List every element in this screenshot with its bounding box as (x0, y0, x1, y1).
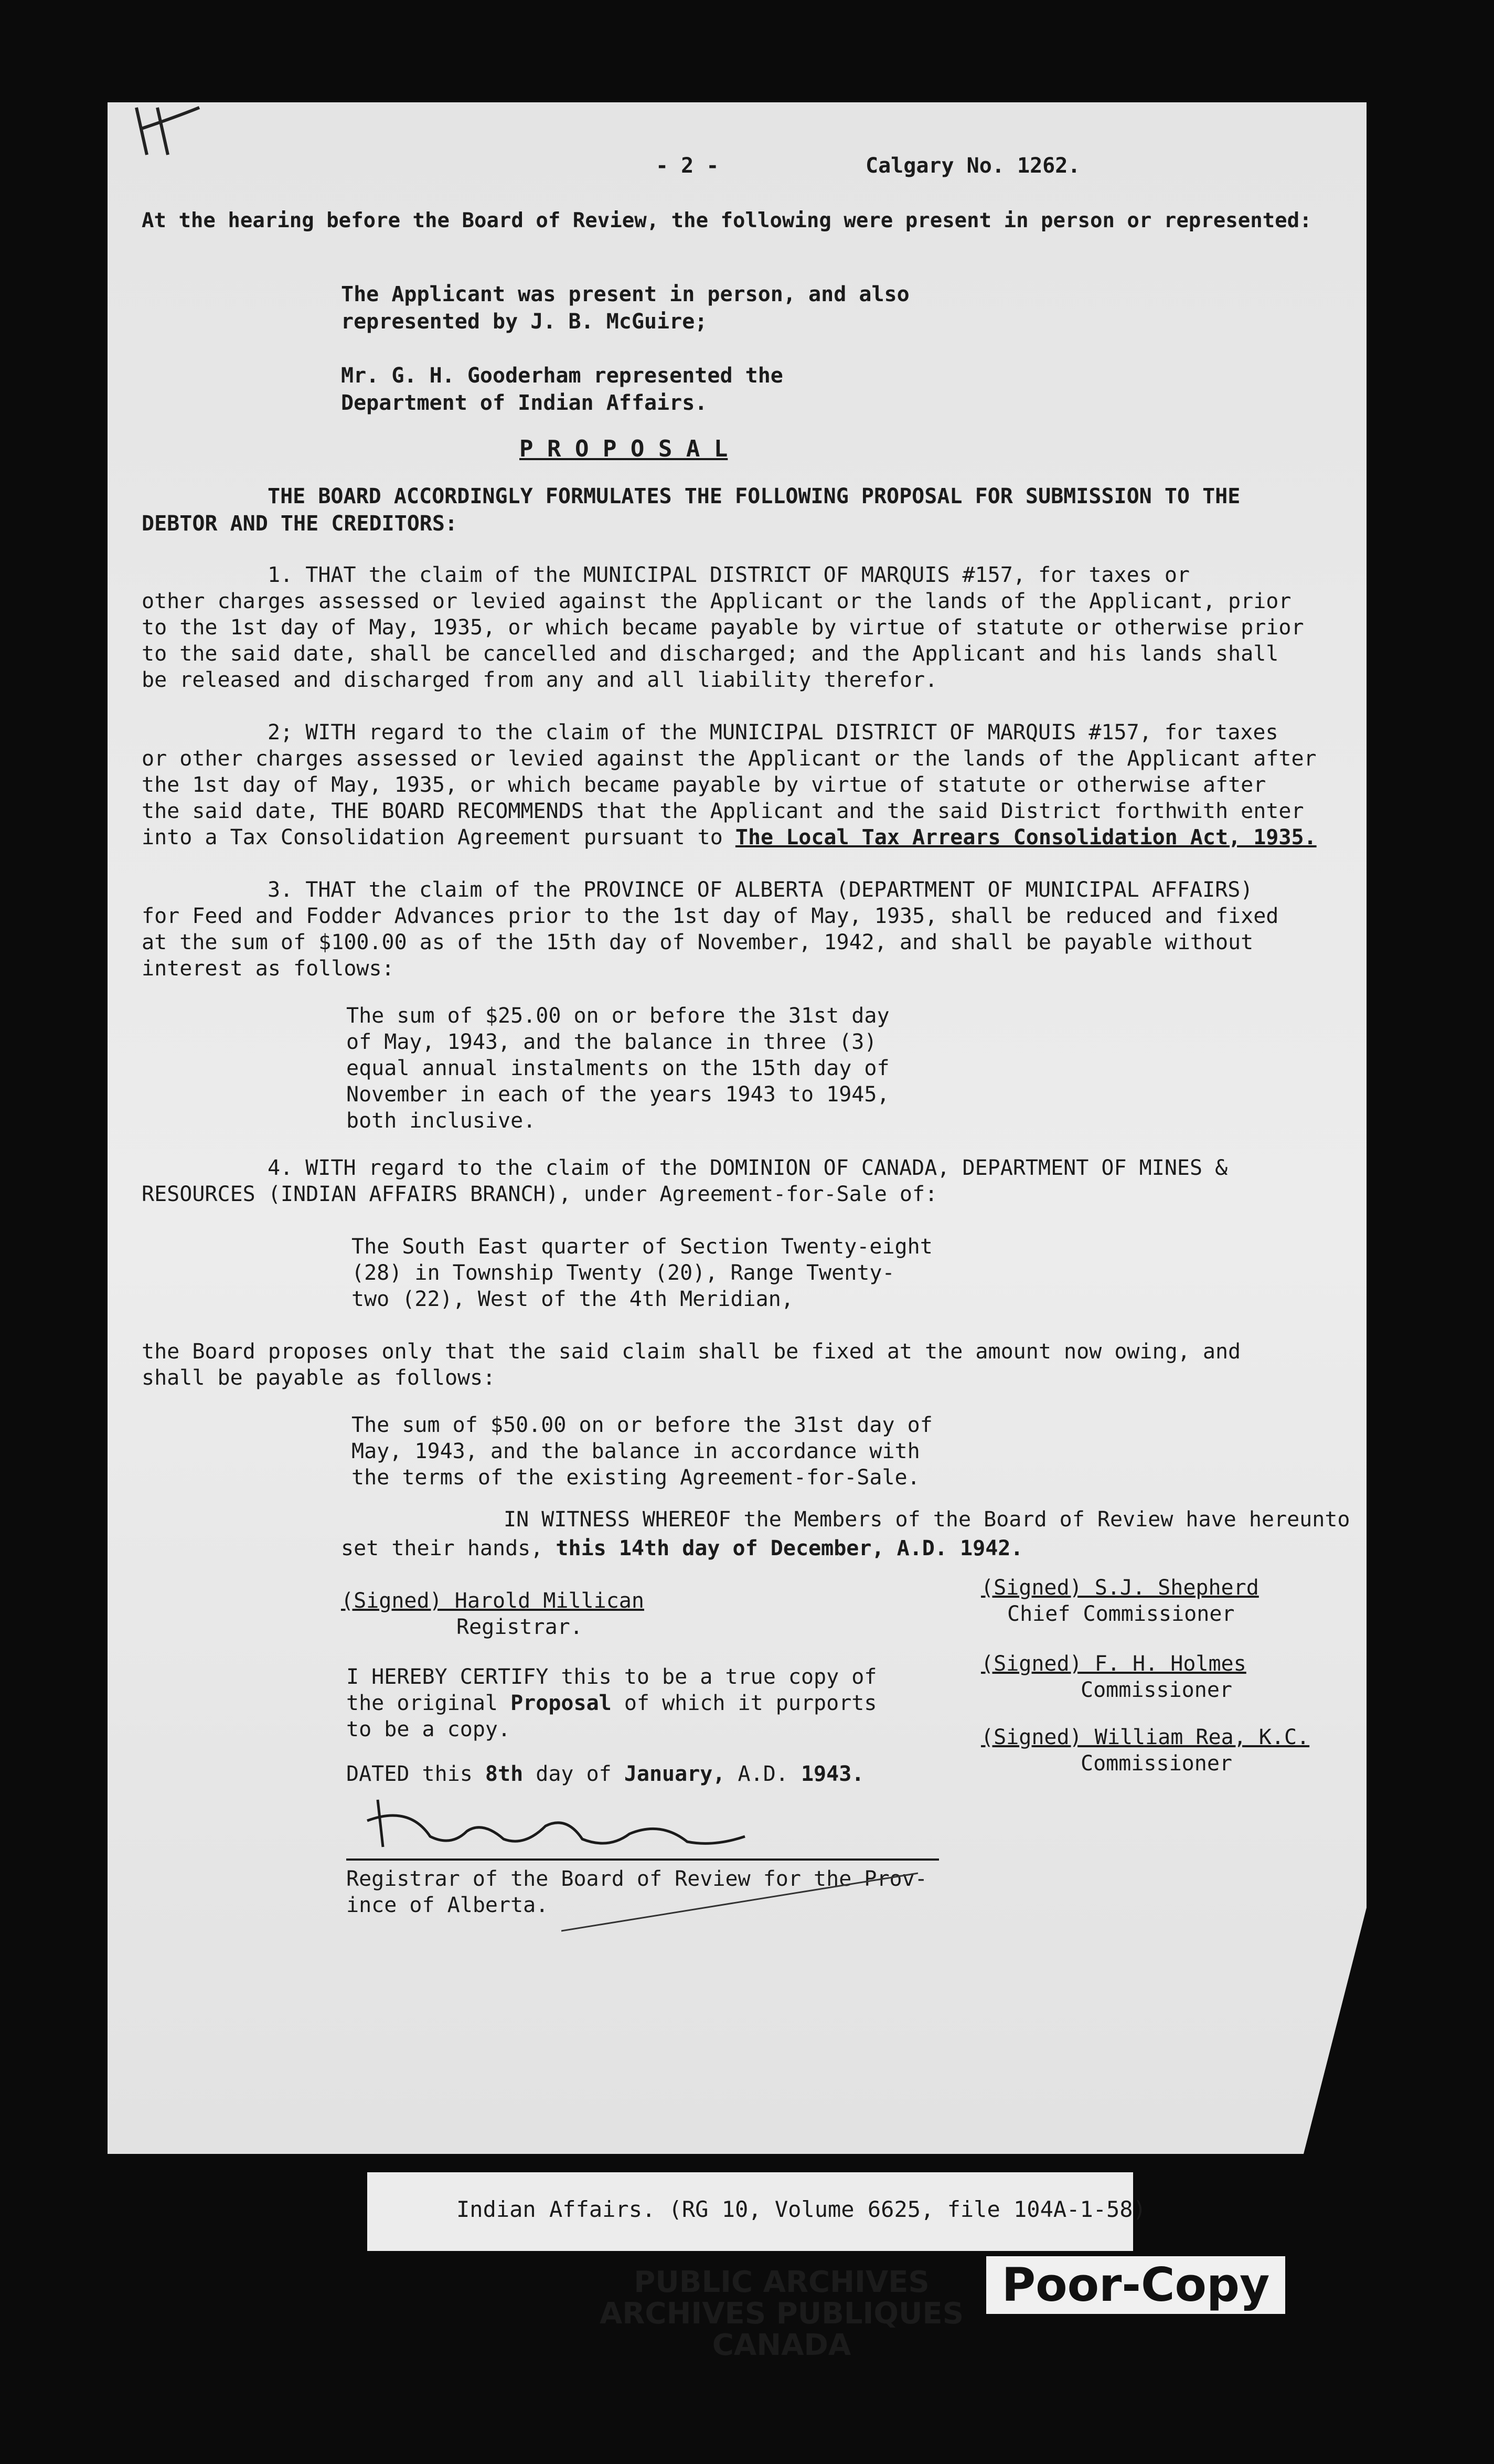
signature-line (346, 1858, 939, 1861)
commissioner-title: Chief Commissioner (1007, 1602, 1235, 1626)
item-2-last-line: into a Tax Consolidation Agreement pursuant to The Local Tax Arrears Consolidation Act, 1935. (142, 825, 1317, 849)
stamp-french: ARCHIVES PUBLIQUES (599, 2297, 964, 2331)
item-2-line: 2; WITH regard to the claim of the MUNICIPAL DISTRICT OF MARQUIS #157, for taxes (268, 720, 1278, 745)
item-4-line: 4. WITH regard to the claim of the DOMINION OF CANADA, DEPARTMENT OF MINES & (268, 1156, 1228, 1180)
certify-line: to be a copy. (346, 1717, 511, 1741)
item-3-line: interest as follows: (142, 957, 394, 981)
item-1-line: to the said date, shall be cancelled and discharged; and the Applicant and his lands shall (142, 642, 1279, 666)
certify-line: the original Proposal of which it purports (346, 1691, 877, 1715)
item-3-line: for Feed and Fodder Advances prior to the 1st day of May, 1935, shall be reduced and fixed (142, 904, 1279, 928)
file-reference: Calgary No. 1262. (866, 154, 1081, 178)
item-1-line: other charges assessed or levied against the Applicant or the lands of the Applicant, prior (142, 589, 1292, 613)
commissioner-signed: (Signed) F. H. Holmes (981, 1652, 1246, 1676)
item-3-term: equal annual instalments on the 15th day of (346, 1056, 890, 1080)
hearing-intro: At the hearing before the Board of Review, the following were present in person or represented: (142, 209, 1312, 232)
registrar-title: Registrar. (456, 1615, 583, 1639)
proposal-heading: P R O P O S A L (519, 436, 728, 462)
registrar-handwritten-signature (346, 1789, 871, 1863)
dated-line: DATED this 8th day of January, A.D. 1943. (346, 1762, 865, 1786)
item-1-line: be released and discharged from any and all liability therefor. (142, 668, 938, 692)
witness-date-line: set their hands, this 14th day of December, A.D. 1942. (341, 1536, 1023, 1560)
commissioner-signed: (Signed) William Rea, K.C. (981, 1725, 1310, 1749)
registrar-sign-line: Registrar of the Board of Review for the Prov- (346, 1867, 927, 1891)
item-3-term: November in each of the years 1943 to 1945, (346, 1082, 890, 1107)
archive-reference-label (367, 2172, 1146, 2251)
stamp-country: CANADA (712, 2328, 851, 2362)
commissioner-title: Commissioner (1081, 1678, 1232, 1702)
archives-stamp (593, 2267, 970, 2361)
act-name: The Local Tax Arrears Consolidation Act, 1935. (735, 825, 1317, 849)
archive-reference: Indian Affairs. (RG 10, Volume 6625, file 104A-1-58) (456, 2196, 1146, 2222)
item-3-line: 3. THAT the claim of the PROVINCE OF ALBERTA (DEPARTMENT OF MUNICIPAL AFFAIRS) (268, 878, 1253, 902)
item-4-proposes: the Board proposes only that the said claim shall be fixed at the amount now owing, and (142, 1340, 1241, 1364)
item-2-line: the 1st day of May, 1935, or which became payable by virtue of statute or otherwise after (142, 773, 1266, 797)
item-1-line: 1. THAT the claim of the MUNICIPAL DISTRICT OF MARQUIS #157, for taxes or (268, 563, 1190, 587)
item-3-term: The sum of $25.00 on or before the 31st day (346, 1004, 890, 1028)
registrar-signed: (Signed) Harold Millican (341, 1589, 644, 1613)
item-4-term: The sum of $50.00 on or before the 31st day of (351, 1413, 933, 1437)
certify-line: I HEREBY CERTIFY this to be a true copy of (346, 1665, 877, 1689)
item-2-line: or other charges assessed or levied against the Applicant or the lands of the Applicant after (142, 747, 1317, 771)
stamp-english: PUBLIC ARCHIVES (634, 2265, 930, 2299)
poor-copy-tag: Poor-Copy (986, 2256, 1285, 2314)
applicant-presence: The Applicant was present in person, and also represented by J. B. McGuire; (341, 282, 910, 334)
commissioner-signed: (Signed) S.J. Shepherd (981, 1576, 1259, 1600)
item-4-land: (28) in Township Twenty (20), Range Twenty- (351, 1261, 895, 1285)
registrar-sign-line: ince of Alberta. (346, 1893, 549, 1917)
page-number: - 2 - (656, 154, 719, 178)
department-presence: Mr. G. H. Gooderham represented the Department of Indian Affairs. (341, 364, 783, 415)
item-3-term: both inclusive. (346, 1109, 536, 1133)
commissioner-title: Commissioner (1081, 1751, 1232, 1776)
witness-line: IN WITNESS WHEREOF the Members of the Board of Review have hereunto (504, 1507, 1350, 1532)
item-4-land: two (22), West of the 4th Meridian, (351, 1287, 794, 1311)
item-4-line: RESOURCES (INDIAN AFFAIRS BRANCH), under Agreement-for-Sale of: (142, 1182, 938, 1206)
margin-handwritten-mark (126, 97, 205, 171)
item-3-term: of May, 1943, and the balance in three (3) (346, 1030, 877, 1054)
item-4-proposes: shall be payable as follows: (142, 1366, 496, 1390)
item-1-line: to the 1st day of May, 1935, or which became payable by virtue of statute or otherwise prior (142, 615, 1304, 640)
pen-stroke (561, 1868, 929, 1941)
item-4-term: May, 1943, and the balance in accordance with (351, 1439, 920, 1463)
item-2-line: the said date, THE BOARD RECOMMENDS that the Applicant and the said District forthwith enter (142, 799, 1304, 823)
item-4-land: The South East quarter of Section Twenty-eight (351, 1235, 933, 1259)
item-3-line: at the sum of $100.00 as of the 15th day of November, 1942, and shall be payable without (142, 930, 1254, 954)
item-4-term: the terms of the existing Agreement-for-Sale. (351, 1465, 920, 1490)
board-statement: THE BOARD ACCORDINGLY FORMULATES THE FOLLOWING PROPOSAL FOR SUBMISSION TO THE DEBTOR AND THE CREDITORS: (142, 484, 1241, 536)
